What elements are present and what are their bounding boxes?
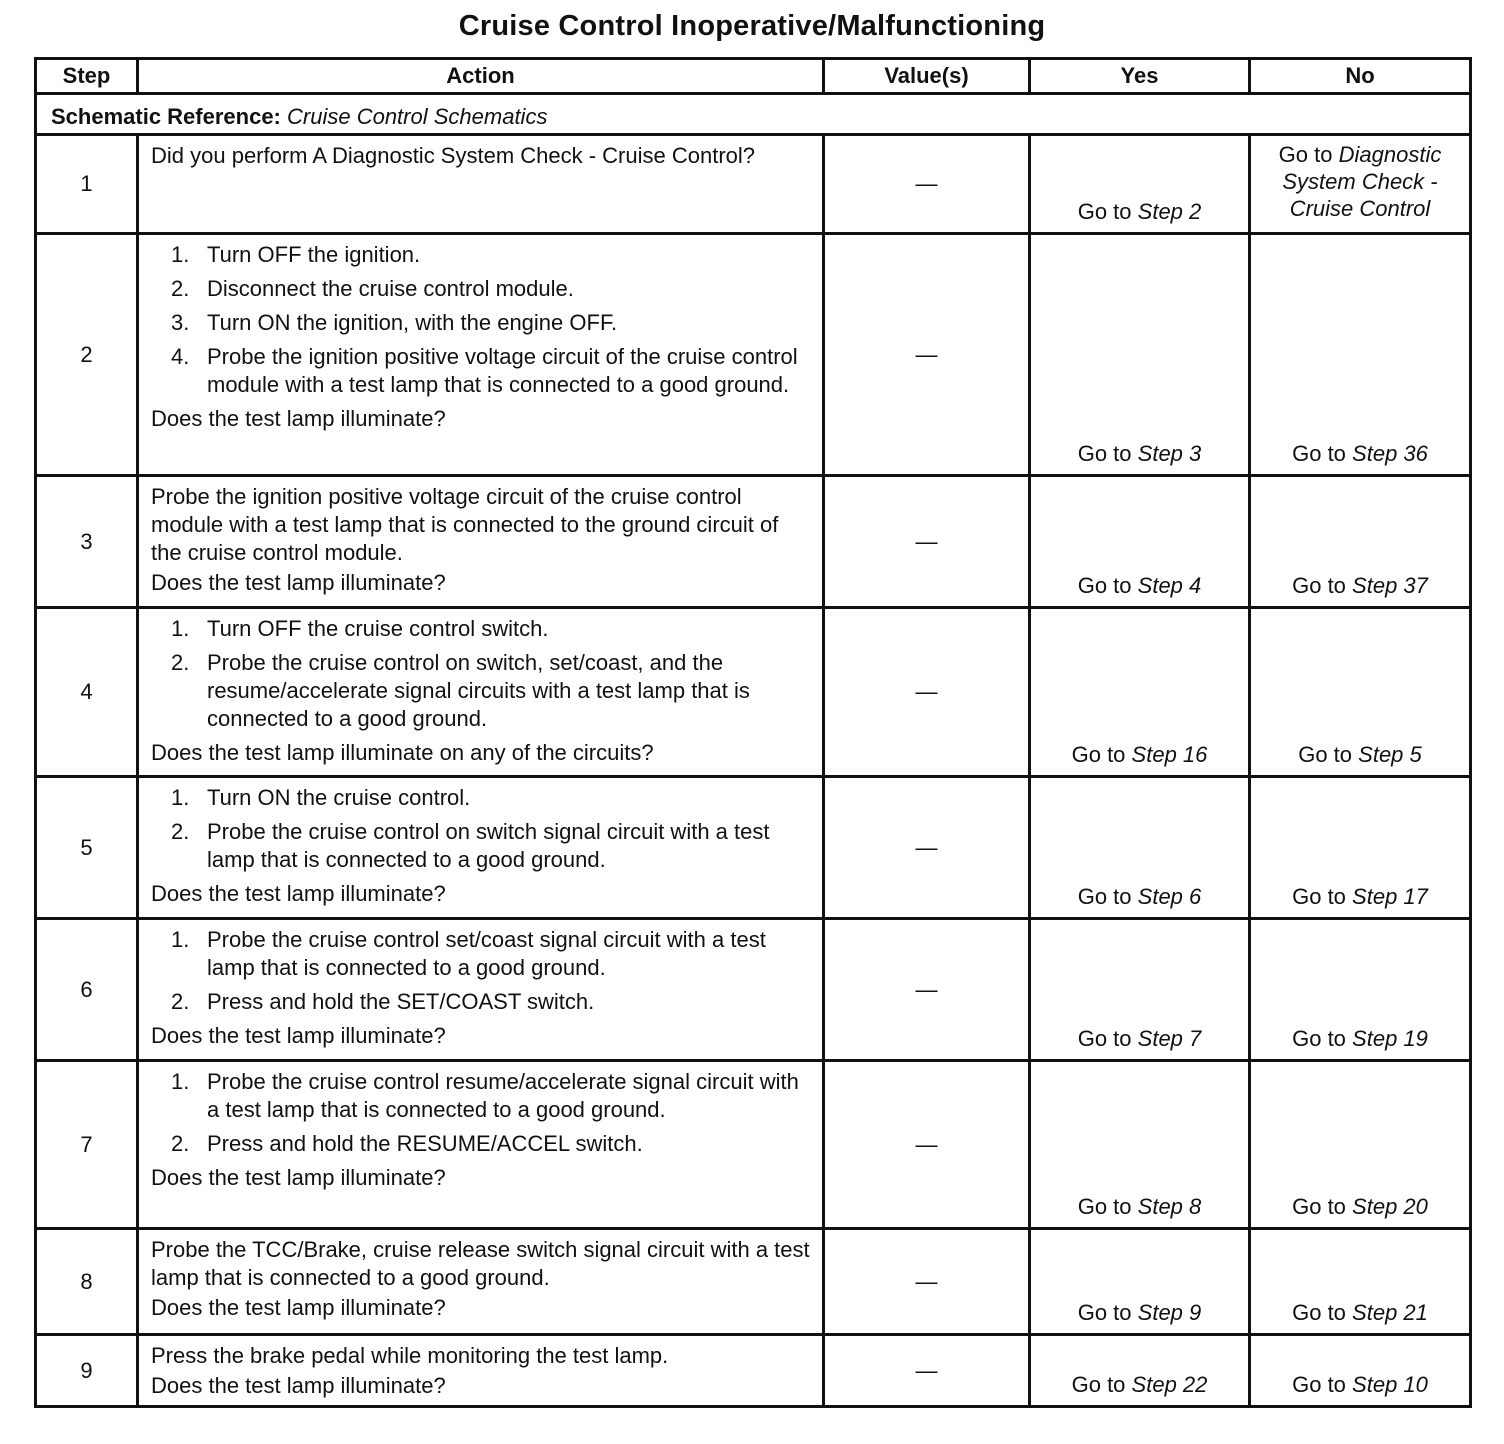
yes-cell <box>1030 1061 1250 1229</box>
yes-cell <box>1030 777 1250 919</box>
value-cell: — <box>824 777 1030 919</box>
action-cell <box>138 777 824 919</box>
action-cell <box>138 1335 824 1407</box>
action-question: Does the test lamp illuminate? <box>151 406 446 431</box>
schematic-label: Schematic Reference: <box>51 104 281 129</box>
header-row <box>36 59 1471 94</box>
no-cell <box>1250 919 1471 1061</box>
table-row <box>36 1229 1471 1335</box>
value-cell: — <box>824 135 1030 234</box>
action-cell <box>138 234 824 476</box>
yes-target: Step 16 <box>1131 742 1208 767</box>
action-list <box>151 615 810 733</box>
action-cell <box>138 1229 824 1335</box>
action-item: 3. Turn ON the ignition, with the engine OFF. <box>171 310 618 335</box>
goto-label: Go to <box>1077 573 1132 598</box>
goto-label: Go to <box>1077 441 1132 466</box>
action-cell <box>138 919 824 1061</box>
yes-target: Step 9 <box>1137 1300 1202 1325</box>
table-row <box>36 919 1471 1061</box>
action-question: Does the test lamp illuminate? <box>151 881 446 906</box>
no-cell <box>1250 1335 1471 1407</box>
action-item: 1. Turn OFF the ignition. <box>171 242 421 267</box>
goto-label: Go to <box>1292 1194 1346 1219</box>
value-cell: — <box>824 476 1030 608</box>
action-item: 2. Press and hold the SET/COAST switch. <box>171 989 595 1014</box>
no-target: Cruise Control <box>1289 195 1431 221</box>
action-question: Does the test lamp illuminate? <box>151 1023 446 1048</box>
no-cell <box>1250 476 1471 608</box>
action-question: Does the test lamp illuminate? <box>151 1373 446 1398</box>
step-number: 7 <box>36 1061 138 1229</box>
yes-target: Step 8 <box>1137 1194 1202 1219</box>
action-text: Press the brake pedal while monitoring the test lamp. <box>151 1343 669 1368</box>
action-cell <box>138 608 824 777</box>
step-number: 6 <box>36 919 138 1061</box>
yes-cell <box>1030 1229 1250 1335</box>
action-list <box>151 241 810 399</box>
goto-label: Go to <box>1292 1026 1346 1051</box>
diagnostic-table <box>34 57 1472 1408</box>
step-number: 2 <box>36 234 138 476</box>
yes-cell <box>1030 476 1250 608</box>
value-cell: — <box>824 1335 1030 1407</box>
step-number: 9 <box>36 1335 138 1407</box>
no-cell <box>1250 608 1471 777</box>
no-target: Step 37 <box>1352 573 1428 598</box>
action-text: Did you perform A Diagnostic System Check - Cruise Control? <box>151 143 756 168</box>
no-target: Step 21 <box>1352 1300 1428 1325</box>
table-row <box>36 608 1471 777</box>
no-target: Step 19 <box>1352 1026 1428 1051</box>
goto-label: Go to <box>1292 573 1346 598</box>
action-item: 2. Disconnect the cruise control module. <box>171 276 574 301</box>
goto-label: Go to <box>1077 1300 1132 1325</box>
table-row <box>36 234 1471 476</box>
schematic-row <box>36 94 1471 135</box>
action-item: 2. Probe the cruise control on switch signal circuit with a test lamp that is connected to a good ground. <box>171 819 770 872</box>
action-cell <box>138 135 824 234</box>
goto-label: Go to <box>1077 884 1132 909</box>
step-number: 3 <box>36 476 138 608</box>
header-values: Value(s) <box>824 59 1030 94</box>
action-question: Does the test lamp illuminate on any of the circuits? <box>151 740 654 765</box>
no-cell <box>1250 777 1471 919</box>
header-action: Action <box>138 59 824 94</box>
action-item: 1. Probe the cruise control set/coast signal circuit with a test lamp that is connected to a good ground. <box>171 927 766 980</box>
goto-label: Go to <box>1077 1026 1132 1051</box>
goto-label: Go to <box>1077 199 1132 224</box>
no-cell <box>1250 234 1471 476</box>
step-number: 8 <box>36 1229 138 1335</box>
goto-label: Go to <box>1292 441 1346 466</box>
action-item: 4. Probe the ignition positive voltage circuit of the cruise control module with a test lamp that is connected to a good ground. <box>171 344 798 397</box>
no-target: Step 20 <box>1352 1194 1428 1219</box>
goto-label: Go to <box>1077 1194 1132 1219</box>
step-number: 4 <box>36 608 138 777</box>
action-item: 1. Turn ON the cruise control. <box>171 785 471 810</box>
value-cell: — <box>824 919 1030 1061</box>
action-list <box>151 784 810 874</box>
action-item: 2. Press and hold the RESUME/ACCEL switch. <box>171 1131 643 1156</box>
value-cell: — <box>824 1229 1030 1335</box>
step-number: 5 <box>36 777 138 919</box>
yes-target: Step 3 <box>1137 441 1202 466</box>
goto-label: Go to <box>1278 141 1333 167</box>
yes-target: Step 2 <box>1137 199 1202 224</box>
schematic-reference <box>36 94 1471 135</box>
action-text: Probe the ignition positive voltage circuit of the cruise control module with a test lamp that is connected to the ground circuit of the cruise control module. <box>151 484 779 565</box>
no-target: Step 5 <box>1358 742 1422 767</box>
table-row <box>36 476 1471 608</box>
yes-target: Step 4 <box>1137 573 1202 598</box>
page-title: Cruise Control Inoperative/Malfunctioning <box>458 10 1046 42</box>
schematic-link: Cruise Control Schematics <box>287 104 548 129</box>
action-question: Does the test lamp illuminate? <box>151 1165 446 1190</box>
action-cell <box>138 1061 824 1229</box>
action-list <box>151 926 810 1016</box>
goto-label: Go to <box>1071 742 1126 767</box>
table-row <box>36 135 1471 234</box>
action-text: Probe the TCC/Brake, cruise release switch signal circuit with a test lamp that is connected to a good ground. <box>151 1237 810 1290</box>
action-question: Does the test lamp illuminate? <box>151 570 446 595</box>
yes-cell <box>1030 234 1250 476</box>
goto-label: Go to <box>1292 884 1346 909</box>
goto-label: Go to <box>1292 1372 1346 1397</box>
yes-target: Step 7 <box>1137 1026 1202 1051</box>
no-target: Step 10 <box>1352 1372 1428 1397</box>
value-cell: — <box>824 1061 1030 1229</box>
yes-cell <box>1030 608 1250 777</box>
no-cell <box>1250 1229 1471 1335</box>
action-cell <box>138 476 824 608</box>
action-question: Does the test lamp illuminate? <box>151 1295 446 1320</box>
action-item: 2. Probe the cruise control on switch, set/coast, and the resume/accelerate signal circuits with a test lamp that is connected to a good ground. <box>171 650 750 731</box>
header-step: Step <box>36 59 138 94</box>
yes-cell <box>1030 1335 1250 1407</box>
no-target: Step 36 <box>1352 441 1428 466</box>
header-no: No <box>1250 59 1471 94</box>
goto-label: Go to <box>1292 1300 1346 1325</box>
yes-target: Step 22 <box>1131 1372 1208 1397</box>
yes-target: Step 6 <box>1137 884 1202 909</box>
no-target: Step 17 <box>1352 884 1428 909</box>
header-yes: Yes <box>1030 59 1250 94</box>
value-cell: — <box>824 608 1030 777</box>
value-cell: — <box>824 234 1030 476</box>
table-row <box>36 777 1471 919</box>
no-cell <box>1250 135 1471 234</box>
table-row <box>36 1335 1471 1407</box>
action-list <box>151 1068 810 1158</box>
no-cell <box>1250 1061 1471 1229</box>
no-target: System Check - <box>1282 168 1438 194</box>
no-target: Diagnostic <box>1338 141 1442 167</box>
yes-cell <box>1030 135 1250 234</box>
goto-label: Go to <box>1298 742 1353 767</box>
yes-cell <box>1030 919 1250 1061</box>
goto-label: Go to <box>1071 1372 1126 1397</box>
action-item: 1. Turn OFF the cruise control switch. <box>171 616 549 641</box>
action-item: 1. Probe the cruise control resume/accelerate signal circuit with a test lamp that is connected to a good ground. <box>171 1069 799 1122</box>
step-number: 1 <box>36 135 138 234</box>
table-row <box>36 1061 1471 1229</box>
